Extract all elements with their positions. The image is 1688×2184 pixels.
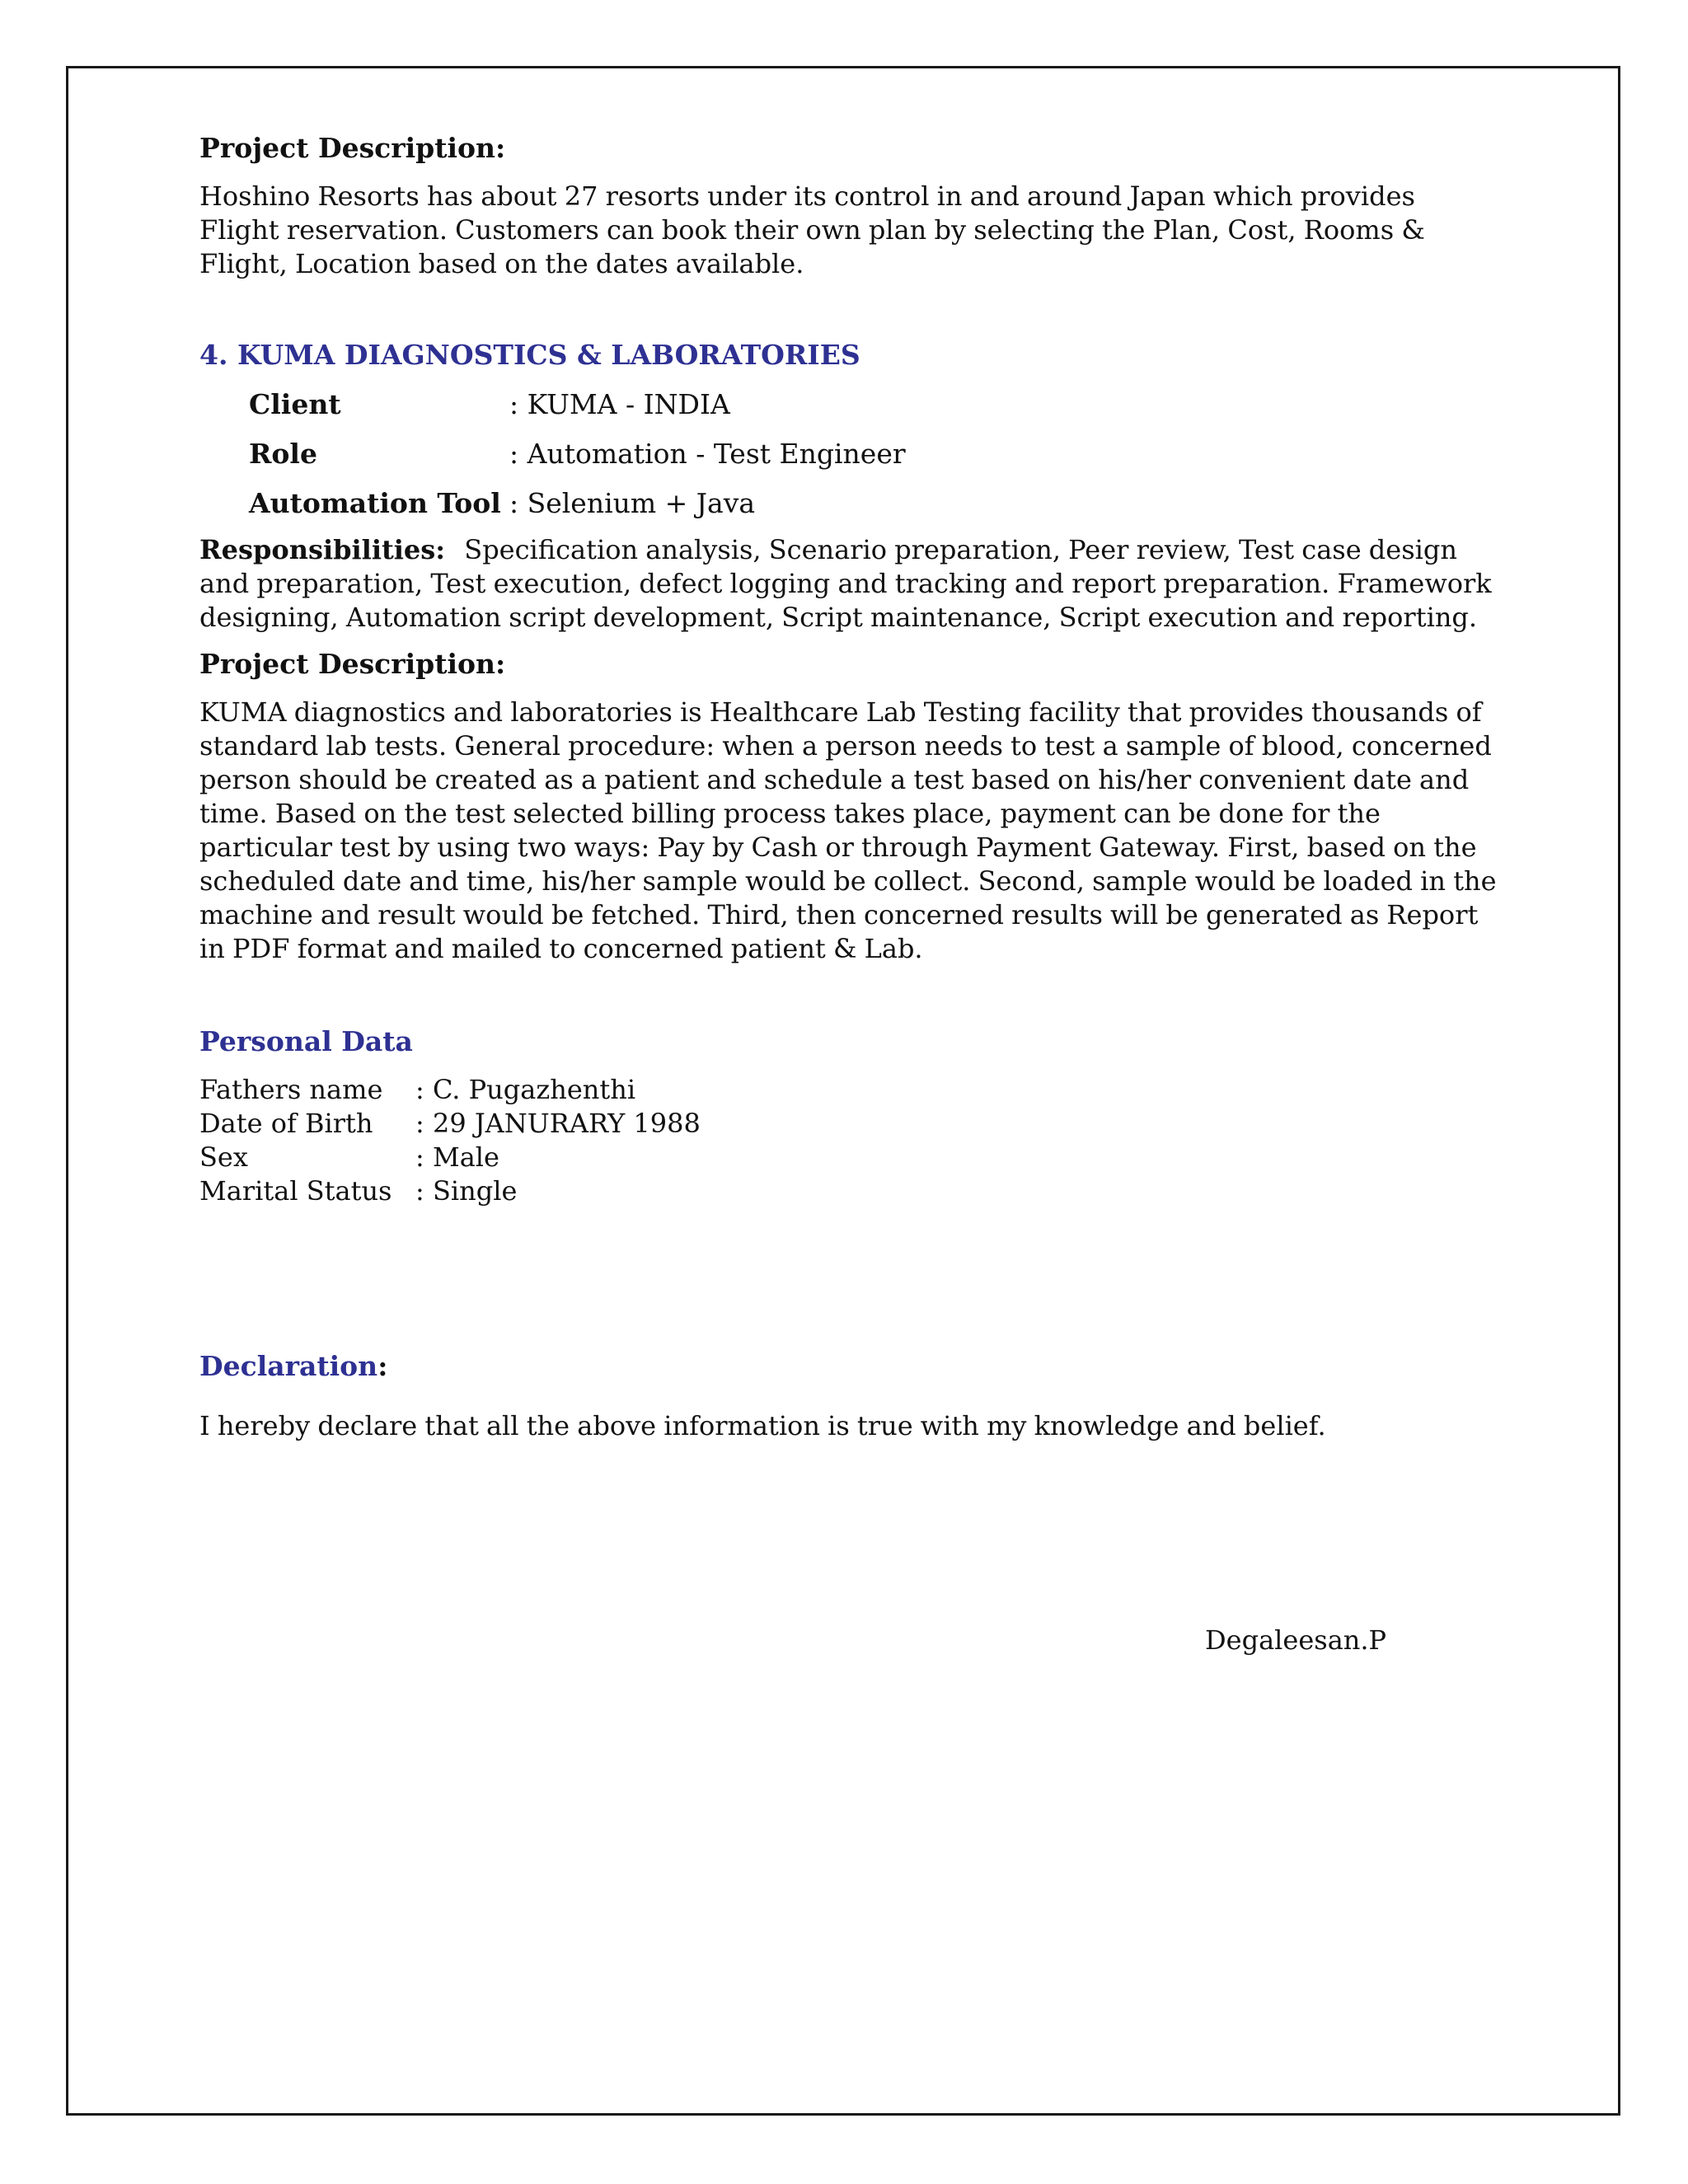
kuma-project-description: KUMA diagnostics and laboratories is Healthcare Lab Testing facility that provides thousands of standard lab tests. General procedure: when a person needs to test a sample of blood, concerned person should be created as a patient and schedule a test based on his/her convenient date and time. Based on the test selected billing process takes place, payment can be done for the particular test by using two ways: Pay by Cash or through Payment Gateway. First, based on the scheduled date and time, his/her sample would be collect. Second, sample would be loaded in the machine and result would be fetched. Third, then concerned results will be generated as Report in PDF format and mailed to concerned patient & Lab. <box>199 696 1497 964</box>
client-row <box>199 387 1502 423</box>
hoshino-project-description: Hoshino Resorts has about 27 resorts under its control in and around Japan which provides Flight reservation. Customers can book their own plan by selecting the Plan, Cost, Rooms & Flight, Location based on the dates available. <box>199 180 1425 279</box>
role-row <box>199 436 1502 472</box>
client-value: : KUMA - INDIA <box>509 388 730 420</box>
automation-tool-value: : Selenium + Java <box>509 487 756 519</box>
automation-tool-row <box>199 485 1502 522</box>
responsibilities-label: Responsibilities: <box>199 534 446 565</box>
kuma-section-title: 4. KUMA DIAGNOSTICS & LABORATORIES <box>199 339 860 371</box>
marital-status-label: Marital Status <box>199 1175 392 1207</box>
signature-name: Degaleesan.P <box>1205 1624 1387 1656</box>
date-of-birth-label: Date of Birth <box>199 1108 373 1139</box>
personal-data-row <box>199 1073 1502 1107</box>
declaration-colon: : <box>377 1350 388 1382</box>
personal-data-row <box>199 1141 1502 1174</box>
personal-data-title: Personal Data <box>199 1025 413 1057</box>
fathers-name-value: : C. Pugazhenthi <box>415 1074 636 1105</box>
sex-label: Sex <box>199 1141 248 1173</box>
fathers-name-label: Fathers name <box>199 1074 383 1105</box>
resume-page-content <box>199 130 1502 1443</box>
date-of-birth-value: : 29 JANURARY 1988 <box>415 1108 701 1139</box>
personal-data-row <box>199 1174 1502 1208</box>
personal-data-table <box>199 1073 1502 1208</box>
declaration-text: I hereby declare that all the above information is true with my knowledge and belief. <box>199 1410 1326 1441</box>
personal-data-row <box>199 1107 1502 1141</box>
client-label: Client <box>249 388 341 420</box>
responsibilities-block <box>199 533 1502 635</box>
sex-value: : Male <box>415 1141 499 1173</box>
marital-status-value: : Single <box>415 1175 518 1207</box>
project-description-heading: Project Description: <box>199 132 506 164</box>
automation-tool-label: Automation Tool <box>249 487 501 519</box>
declaration-title-text: Declaration <box>199 1350 378 1382</box>
role-value: : Automation - Test Engineer <box>509 438 906 470</box>
kuma-project-description-heading: Project Description: <box>199 648 506 680</box>
role-label: Role <box>249 438 317 470</box>
responsibilities-text: Specification analysis, Scenario preparation, Peer review, Test case design and preparation, Test execution, defect logging and tracking and report preparation. Framework designing, Automation script development, Script maintenance, Script execution and reporting. <box>199 534 1492 633</box>
declaration-title <box>199 1348 1502 1385</box>
